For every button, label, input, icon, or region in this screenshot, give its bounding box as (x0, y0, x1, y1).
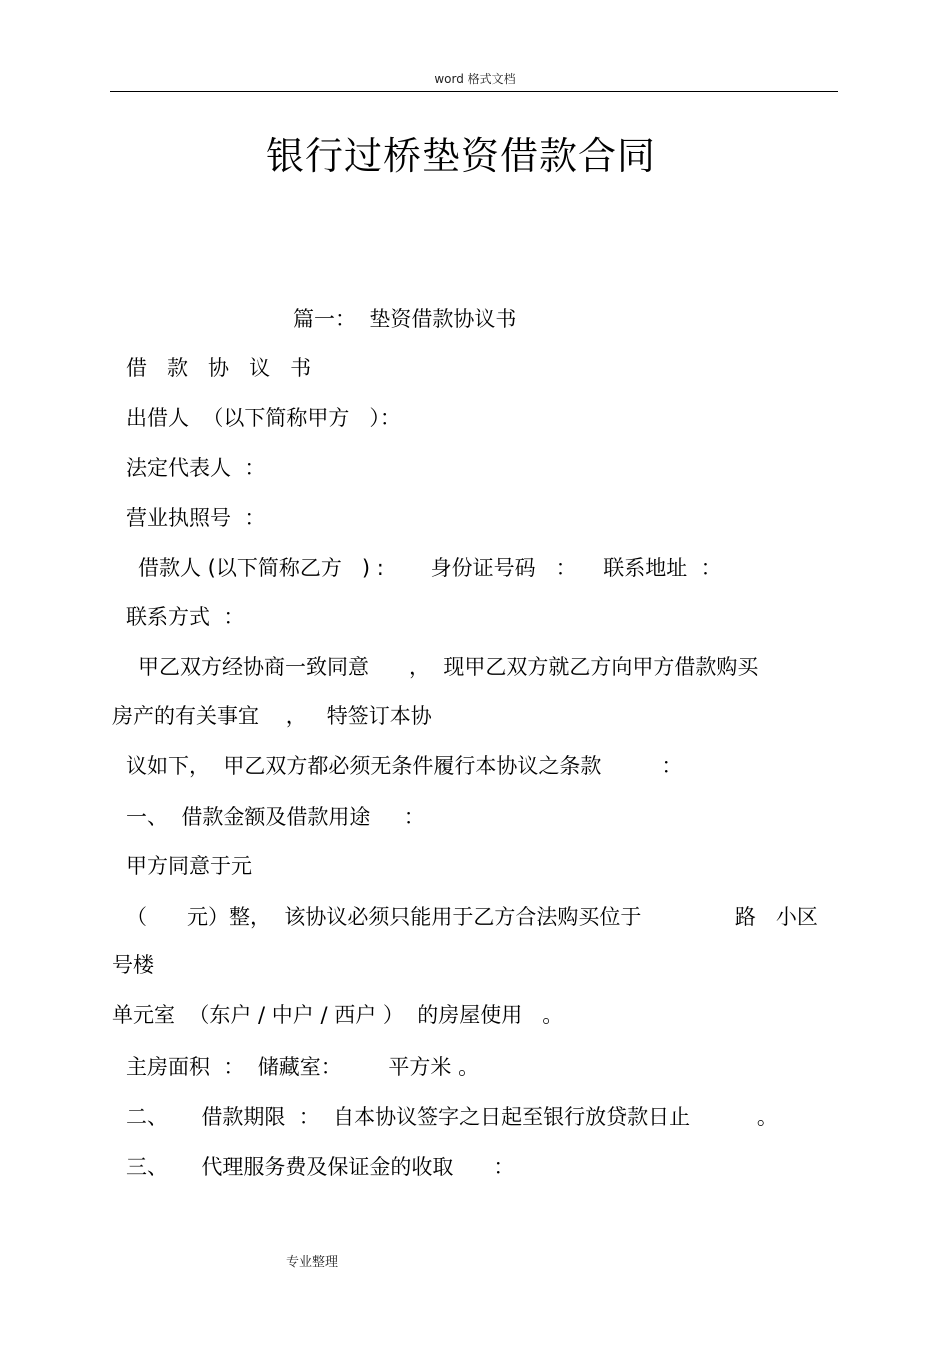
clause-one-heading: 一、 借款金额及借款用途 ： (126, 805, 425, 829)
paragraph-line: （ 元）整， 该协议必须只能用于乙方合法购买位于 路 小区 (126, 905, 818, 929)
clause-three-heading: 三、 代理服务费及保证金的收取 ： (126, 1155, 515, 1179)
paragraph-line: 主房面积 ： 储藏室： 平方米 。 (126, 1055, 480, 1079)
borrower-line: 借款人 (以下简称乙方 ) : 身份证号码 ： 联系地址 ： (138, 556, 722, 580)
legal-rep-line: 法定代表人 ： (126, 456, 266, 480)
page-footer: 专业整理 (286, 1255, 339, 1270)
page-header: word 格式文档 (434, 72, 516, 86)
section-heading: 篇一： 垫资借款协议书 (293, 307, 517, 331)
paragraph-line: 单元室 （东户 / 中户 / 西户 ） 的房屋使用 。 (112, 1003, 564, 1027)
header-rule (110, 91, 838, 92)
paragraph-line: 议如下， 甲乙双方都必须无条件履行本协议之条款 ： (126, 754, 683, 778)
license-line: 营业执照号 ： (126, 506, 266, 530)
paragraph-line: 甲乙双方经协商一致同意 ， 现甲乙双方就乙方向甲方借款购买 (138, 655, 759, 679)
paragraph-line: 号楼 (112, 953, 154, 977)
clause-two-heading: 二、 借款期限 ： 自本协议签字之日起至银行放贷款日止 。 (126, 1105, 778, 1129)
paragraph-line: 房产的有关事宜 ， 特签订本协 (112, 704, 432, 728)
paragraph-line: 甲方同意于元 (126, 854, 252, 878)
document-title: 银行过桥垫资借款合同 (265, 134, 656, 178)
lender-line: 出借人 （以下简称甲方 ）： (126, 406, 401, 430)
contact-line: 联系方式 ： (126, 605, 245, 629)
agreement-heading: 借 款 协 议 书 (126, 356, 312, 380)
